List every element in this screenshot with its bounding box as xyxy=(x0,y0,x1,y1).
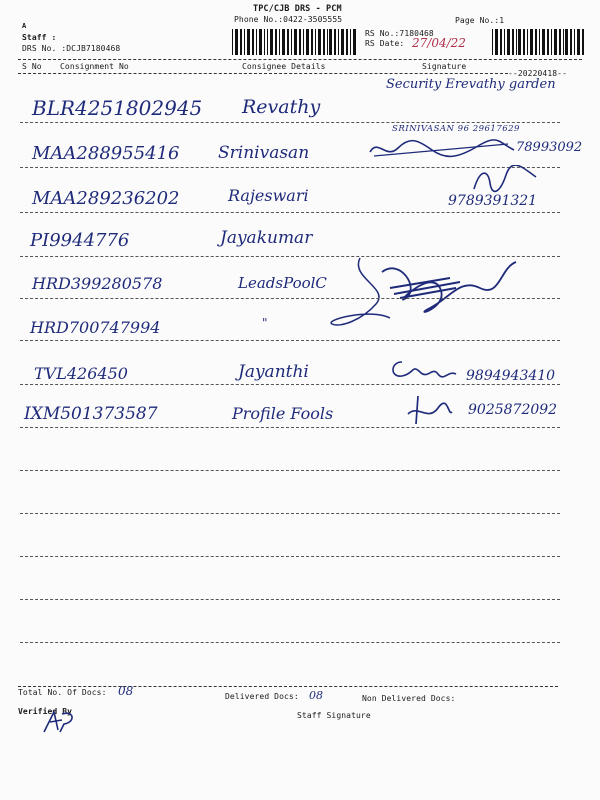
recipient-phone: 9025872092 xyxy=(468,402,558,418)
barcode-bar xyxy=(535,29,537,55)
row-rule xyxy=(20,122,560,123)
consignee-name: Revathy xyxy=(242,96,321,118)
consignment-no: PI9944776 xyxy=(30,230,130,251)
barcode-bar xyxy=(582,29,584,55)
barcode-bar xyxy=(299,29,301,55)
staff-signature-label: Staff Signature xyxy=(297,711,371,720)
barcode-bar xyxy=(574,29,575,55)
barcode-bar xyxy=(542,29,545,55)
date-stamp: --20220418-- xyxy=(508,69,567,78)
staff-label: Staff : xyxy=(22,33,57,42)
non-delivered-docs-label: Non Delivered Docs: xyxy=(362,694,456,703)
footer-rule xyxy=(18,686,558,687)
recipient-phone: SRINIVASAN 96 29617629 xyxy=(392,124,520,134)
barcode-bar xyxy=(247,29,250,55)
barcode-bar xyxy=(291,29,292,55)
signature-scribble xyxy=(404,394,454,428)
signature-scribble xyxy=(470,165,540,195)
barcode-bar xyxy=(259,29,262,55)
verifier-signature xyxy=(40,708,80,736)
barcode-bar xyxy=(264,29,266,55)
barcode-bar xyxy=(516,29,517,55)
barcode-bar xyxy=(244,29,245,55)
consignee-name: Rajeswari xyxy=(228,186,309,205)
consignment-no: IXM501373587 xyxy=(24,404,158,424)
document-title: TPC/CJB DRS - PCM xyxy=(253,4,342,14)
recipient-phone: 78993092 xyxy=(516,140,583,155)
col-sno: S No xyxy=(22,62,42,71)
barcode-bar xyxy=(267,29,268,55)
barcode-bar xyxy=(495,29,498,55)
barcode-right xyxy=(492,29,586,55)
signature-scribble xyxy=(330,248,520,338)
delivered-docs-value: 08 xyxy=(309,689,323,702)
consignment-no: HRD399280578 xyxy=(32,274,163,293)
barcode-bar xyxy=(504,29,505,55)
barcode-bar xyxy=(256,29,257,55)
row-rule xyxy=(20,298,560,299)
row-rule xyxy=(20,384,560,385)
barcode-bar xyxy=(338,29,339,55)
staff-mark: A xyxy=(22,22,27,30)
barcode-bar xyxy=(287,29,289,55)
recipient-phone: 9789391321 xyxy=(448,193,538,209)
barcode-bar xyxy=(512,29,514,55)
barcode-bar xyxy=(563,29,564,55)
barcode-bar xyxy=(303,29,304,55)
consignment-no: TVL426450 xyxy=(34,364,128,383)
barcode-bar xyxy=(565,29,568,55)
barcode-bar xyxy=(315,29,316,55)
barcode-bar xyxy=(294,29,297,55)
consignment-no: HRD700747994 xyxy=(30,318,161,337)
barcode-bar xyxy=(306,29,309,55)
signature-note: Security Erevathy garden xyxy=(386,77,556,92)
row-rule xyxy=(20,212,560,213)
barcode-bar xyxy=(318,29,321,55)
col-consignee: Consignee Details xyxy=(242,62,326,71)
barcode-bar xyxy=(350,29,351,55)
barcode-bar xyxy=(252,29,254,55)
barcode-bar xyxy=(570,29,572,55)
rs-date-label: RS Date: xyxy=(365,39,405,48)
consignee-name: Jayakumar xyxy=(220,228,313,248)
header-rule-top xyxy=(18,59,582,60)
barcode-bar xyxy=(329,29,332,55)
row-rule xyxy=(20,642,560,643)
row-rule xyxy=(20,470,560,471)
barcode-bar xyxy=(346,29,348,55)
phone-number: Phone No.:0422-3505555 xyxy=(234,15,343,24)
consignee-name: Profile Fools xyxy=(232,404,334,423)
barcode-bar xyxy=(551,29,552,55)
row-rule xyxy=(20,556,560,557)
total-docs-value: 08 xyxy=(118,684,134,698)
barcode-bar xyxy=(235,29,238,55)
barcode-left xyxy=(232,29,358,55)
barcode-bar xyxy=(492,29,493,55)
barcode-bar xyxy=(539,29,540,55)
verified-by-label: Verified By xyxy=(18,707,73,716)
recipient-phone: 9894943410 xyxy=(466,368,556,384)
barcode-bar xyxy=(523,29,525,55)
barcode-bar xyxy=(554,29,557,55)
rs-number: RS No.:7180468 xyxy=(365,29,434,38)
barcode-bar xyxy=(507,29,510,55)
consignment-no: BLR4251802945 xyxy=(32,96,203,120)
barcode-bar xyxy=(353,29,356,55)
row-rule xyxy=(20,513,560,514)
barcode-bar xyxy=(323,29,325,55)
col-consignment: Consignment No xyxy=(60,62,129,71)
barcode-bar xyxy=(311,29,313,55)
consignee-name: Srinivasan xyxy=(218,143,310,163)
barcode-bar xyxy=(577,29,580,55)
delivered-docs-label: Delivered Docs: xyxy=(225,692,299,701)
rs-date-value: 27/04/22 xyxy=(412,36,466,50)
row-rule xyxy=(20,340,560,341)
row-rule xyxy=(20,599,560,600)
barcode-bar xyxy=(527,29,528,55)
consignee-name: LeadsPoolC xyxy=(238,274,327,292)
barcode-bar xyxy=(279,29,280,55)
signature-scribble xyxy=(368,134,518,164)
barcode-bar xyxy=(282,29,285,55)
consignment-no: MAA288955416 xyxy=(32,143,180,164)
drs-number: DRS No. :DCJB7180468 xyxy=(22,44,121,53)
consignee-name: Jayanthi xyxy=(238,362,309,382)
barcode-bar xyxy=(500,29,502,55)
barcode-bar xyxy=(341,29,344,55)
barcode-bar xyxy=(275,29,277,55)
consignee-name: " xyxy=(262,316,268,330)
barcode-bar xyxy=(270,29,273,55)
barcode-bar xyxy=(547,29,549,55)
page-number: Page No.:1 xyxy=(455,16,505,25)
consignment-no: MAA289236202 xyxy=(32,188,180,209)
barcode-bar xyxy=(530,29,533,55)
barcode-bar xyxy=(334,29,336,55)
barcode-bar xyxy=(559,29,561,55)
col-signature: Signature xyxy=(422,62,467,71)
barcode-bar xyxy=(327,29,328,55)
total-docs-label: Total No. Of Docs: xyxy=(18,688,107,697)
barcode-bar xyxy=(518,29,521,55)
barcode-bar xyxy=(232,29,233,55)
barcode-bar xyxy=(240,29,242,55)
signature-scribble xyxy=(388,356,458,382)
header-rule-bottom xyxy=(18,73,508,74)
row-rule xyxy=(20,427,560,428)
